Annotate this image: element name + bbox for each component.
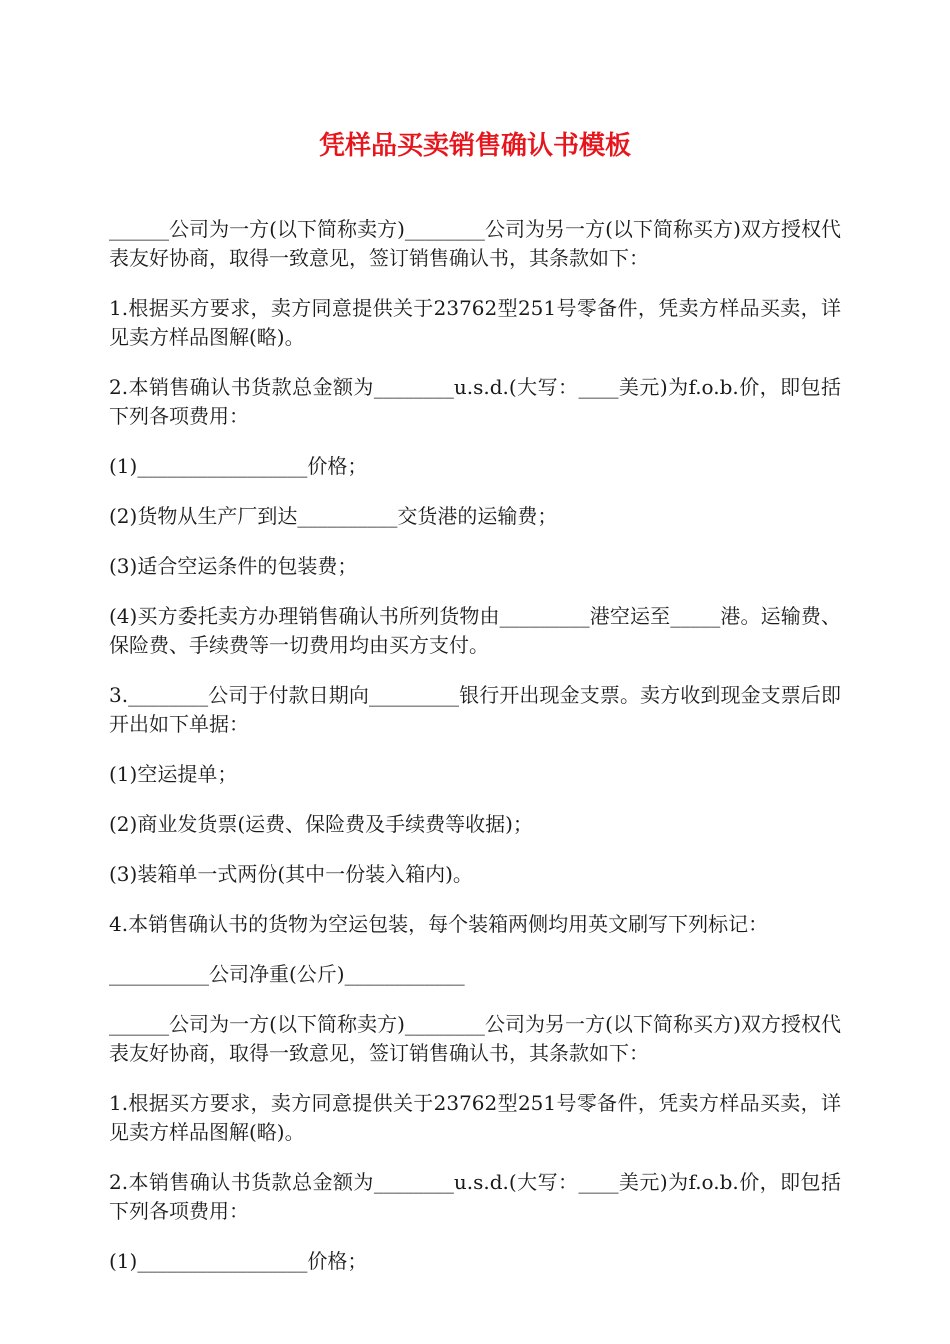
paragraph-clause-4: 4.本销售确认书的货物为空运包装，每个装箱两侧均用英文刷写下列标记： bbox=[109, 912, 769, 936]
paragraph-clause-3: 3.________公司于付款日期向_________银行开出现金支票。卖方收到现金支票后即开出如下单据： bbox=[109, 683, 841, 736]
paragraph-clause-2-item-2: (2)货物从生产厂到达__________交货港的运输费； bbox=[109, 504, 558, 528]
paragraph-clause-3-item-2: (2)商业发货票(运费、保险费及手续费等收据)； bbox=[109, 812, 533, 836]
paragraph-parties-intro-repeat: ______公司为一方(以下简称卖方)________公司为另一方(以下简称买方)双方授权代表友好协商，取得一致意见，签订销售确认书，其条款如下： bbox=[109, 1012, 841, 1065]
paragraph-clause-3-item-3: (3)装箱单一式两份(其中一份装入箱内)。 bbox=[109, 862, 473, 886]
paragraph-clause-4-marking: __________公司净重(公斤)____________ bbox=[109, 962, 465, 986]
paragraph-clause-1: 1.根据买方要求，卖方同意提供关于23762型251号零备件，凭卖方样品买卖，详见卖方样品图解(略)。 bbox=[109, 296, 841, 349]
paragraph-clause-1-repeat: 1.根据买方要求，卖方同意提供关于23762型251号零备件，凭卖方样品买卖，详见卖方样品图解(略)。 bbox=[109, 1091, 841, 1144]
paragraph-clause-3-item-1: (1)空运提单； bbox=[109, 762, 238, 786]
paragraph-clause-2-item-1: (1)_________________价格； bbox=[109, 454, 368, 478]
paragraph-clause-2-item-3: (3)适合空运条件的包装费； bbox=[109, 554, 358, 578]
document-title: 凭样品买卖销售确认书模板 bbox=[318, 131, 631, 161]
paragraph-clause-2-item-1-repeat: (1)_________________价格； bbox=[109, 1249, 368, 1273]
paragraph-clause-2-repeat: 2.本销售确认书货款总金额为________u.s.d.(大写：____美元)为f.o.b.价，即包括下列各项费用： bbox=[109, 1170, 841, 1223]
paragraph-clause-2-item-4: (4)买方委托卖方办理销售确认书所列货物由_________港空运至_____港。运输费、保险费、手续费等一切费用均由买方支付。 bbox=[109, 604, 841, 657]
paragraph-clause-2: 2.本销售确认书货款总金额为________u.s.d.(大写：____美元)为f.o.b.价，即包括下列各项费用： bbox=[109, 375, 841, 428]
document-body bbox=[109, 215, 841, 1297]
paragraph-parties-intro: ______公司为一方(以下简称卖方)________公司为另一方(以下简称买方)双方授权代表友好协商，取得一致意见，签订销售确认书，其条款如下： bbox=[109, 217, 841, 270]
